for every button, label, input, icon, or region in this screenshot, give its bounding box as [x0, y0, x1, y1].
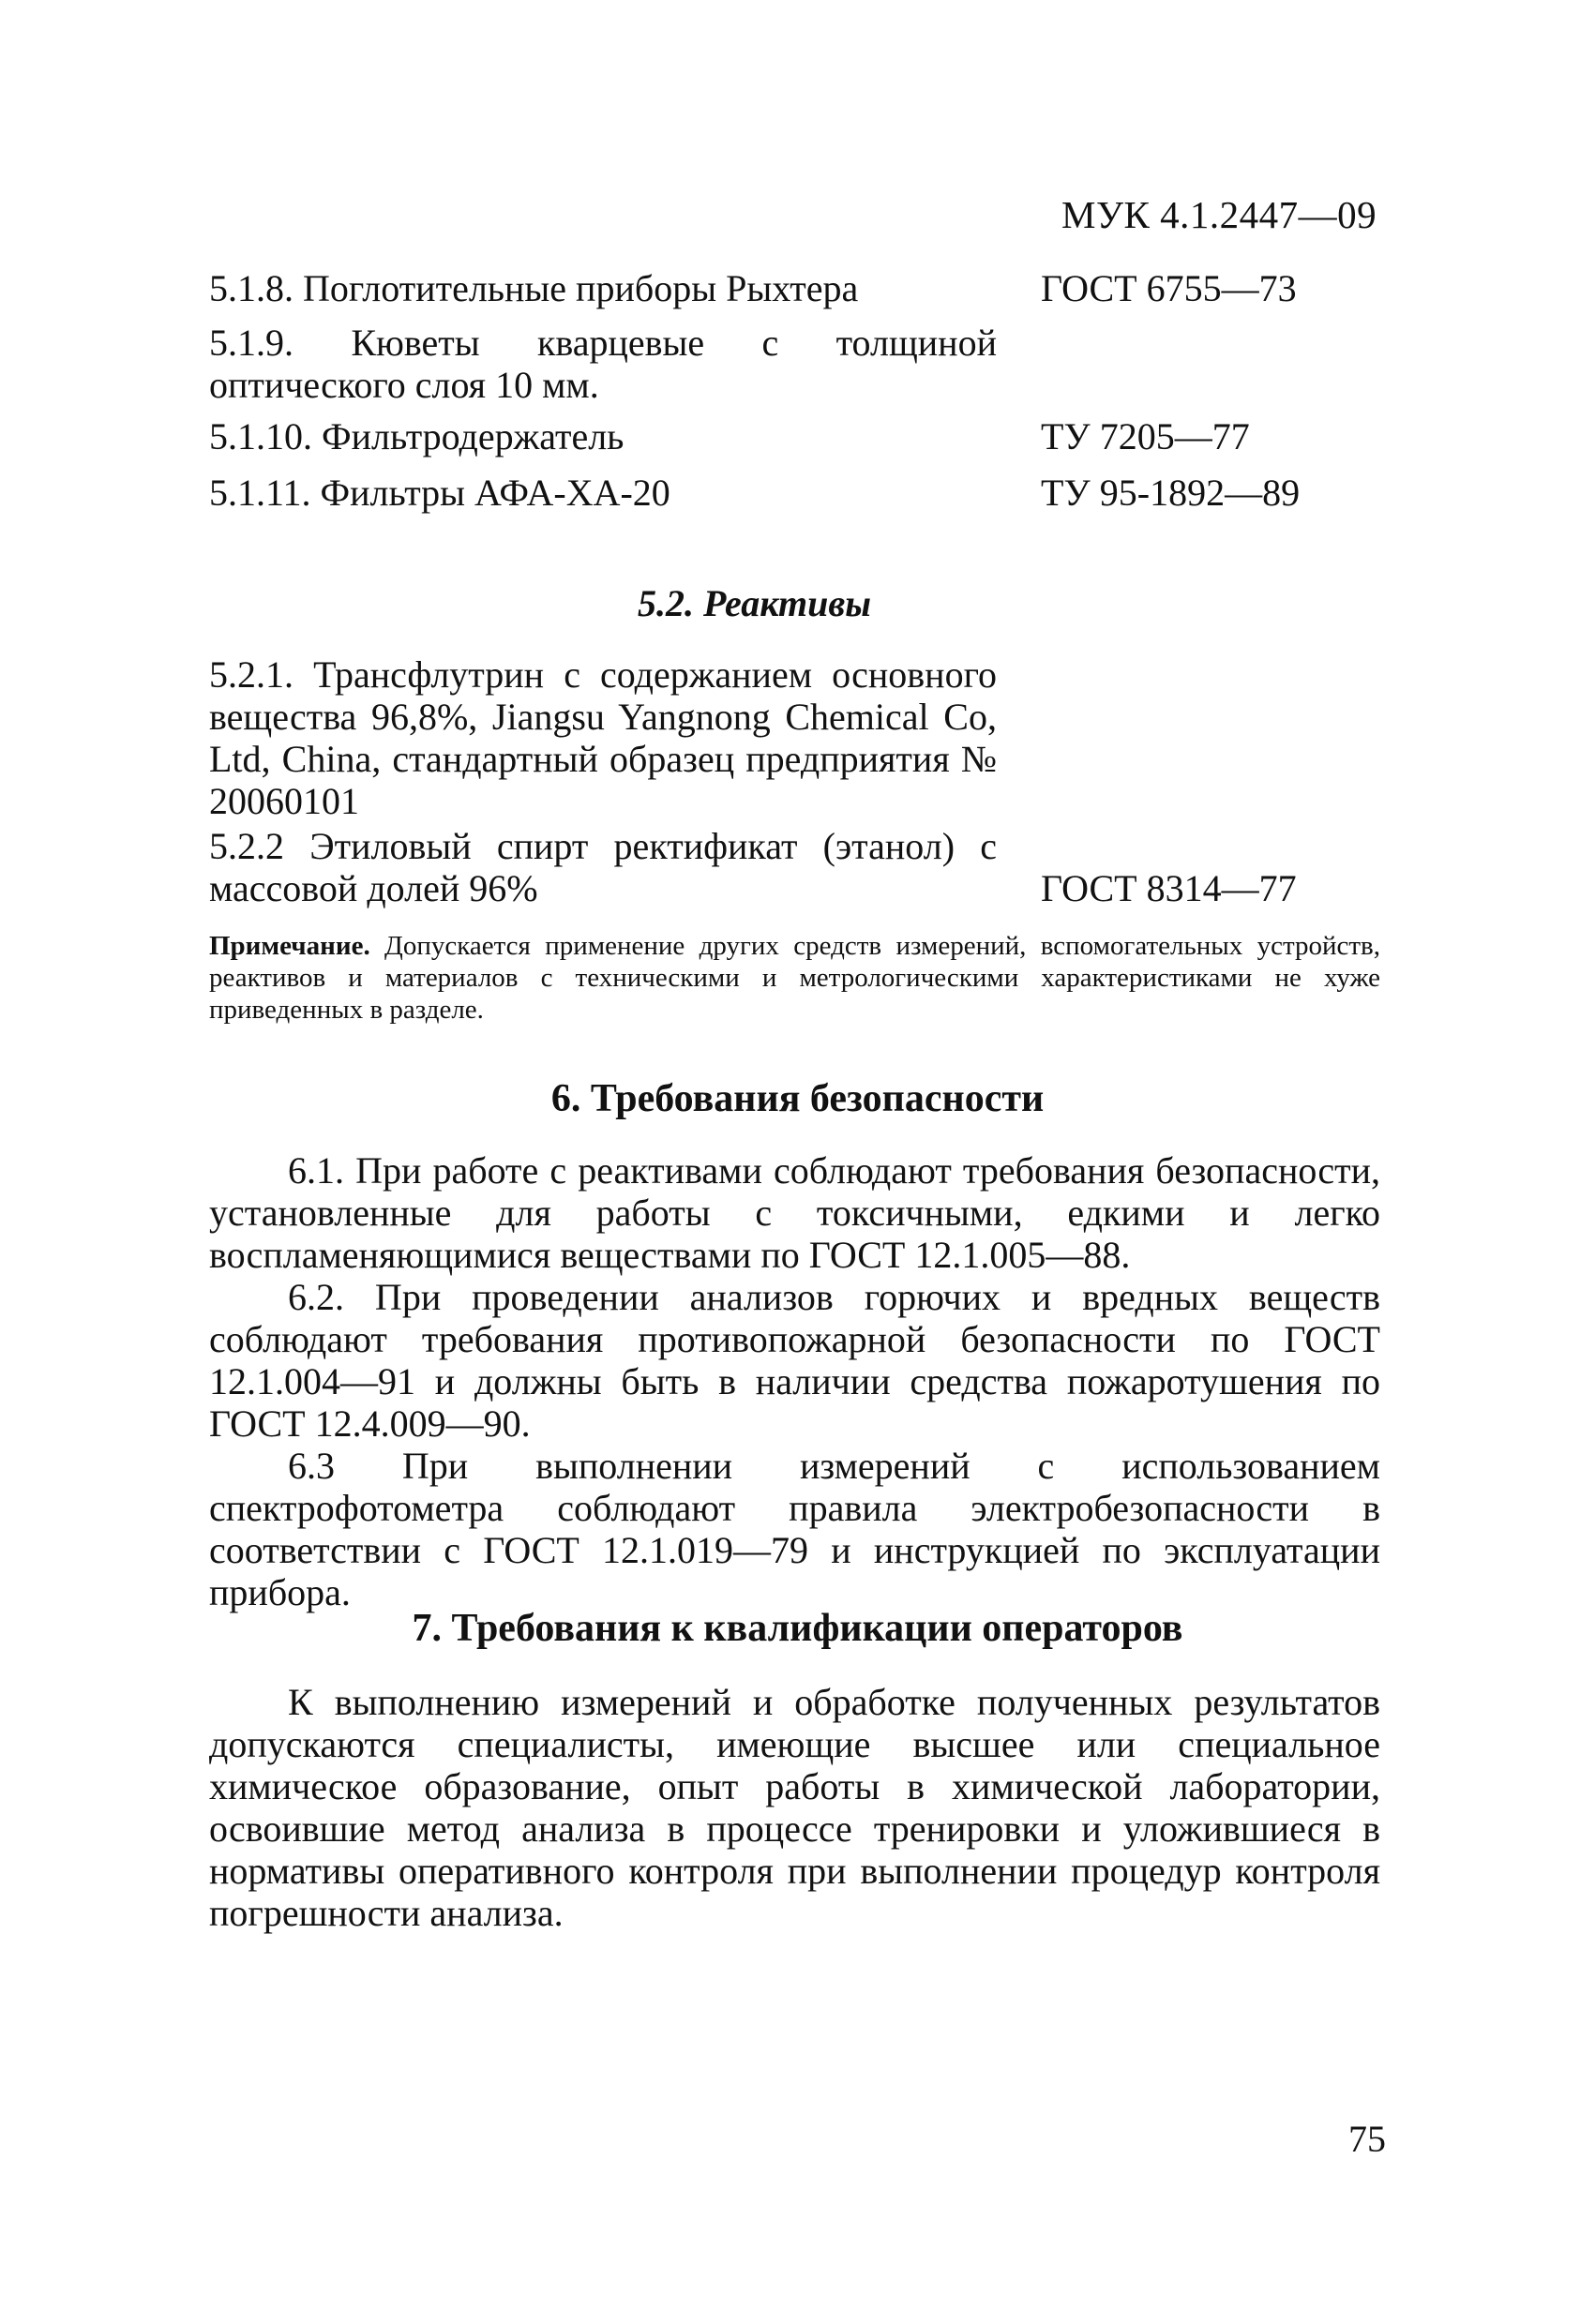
note-lead: Примечание. [209, 931, 370, 961]
reagent-label: 5.2.1. Трансфлутрин с содержанием основного вещества 96,8%, Jiangsu Yangnong Chemical Co, Ltd, China, стандартный образец предприятия № 20060101 [209, 653, 997, 822]
equipment-standard: ТУ 7205—77 [1041, 415, 1250, 457]
equipment-row [209, 267, 1391, 309]
paragraph: 6.2. При проведении анализов горючих и вредных веществ соблюдают требования противопожарной безопасности по ГОСТ 12.1.004—91 и должны быть в наличии средства пожаротушения по ГОСТ 12.4.009—90. [209, 1276, 1380, 1445]
equipment-label: 5.1.10. Фильтродержатель [209, 415, 624, 457]
reagent-standard: ГОСТ 8314—77 [1041, 867, 1297, 909]
equipment-label: 5.1.9. Кюветы кварцевые с толщиной оптического слоя 10 мм. [209, 322, 997, 406]
equipment-row [209, 415, 1391, 457]
section-title: 6. Требования безопасности [550, 1077, 1045, 1120]
section-body [209, 1681, 1380, 1934]
equipment-standard: ГОСТ 6755—73 [1041, 267, 1297, 309]
reagent-label: 5.2.2 Этиловый спирт ректификат (этанол) с массовой долей 96% [209, 825, 997, 909]
section-title: 7. Требования к квалификации операторов [412, 1607, 1183, 1650]
paragraph: 6.1. При работе с реактивами соблюдают требования безопасности, установленные для работы с токсичными, едкими и легко воспламеняющимися веществами по ГОСТ 12.1.005—88. [209, 1149, 1380, 1276]
note [209, 930, 1380, 1026]
equipment-standard: ТУ 95-1892—89 [1041, 472, 1301, 514]
reagent-row [209, 825, 1391, 909]
section-body [209, 1149, 1380, 1613]
equipment-row [209, 472, 1391, 514]
equipment-label: 5.1.11. Фильтры АФА-ХА-20 [209, 472, 670, 514]
equipment-label: 5.1.8. Поглотительные приборы Рыхтера [209, 267, 859, 309]
equipment-row [209, 322, 1391, 406]
page-number: 75 [1348, 2118, 1386, 2160]
subsection-heading: 5.2. Реактивы [638, 582, 871, 624]
paragraph: 6.3 При выполнении измерений с использованием спектрофотометра соблюдают правила электробезопасности в соответствии с ГОСТ 12.1.019—79 и инструкцией по эксплуатации прибора. [209, 1445, 1380, 1613]
paragraph: К выполнению измерений и обработке полученных результатов допускаются специалисты, имеющие высшее или специальное химическое образование, опыт работы в химической лаборатории, освоившие метод анализа в процессе тренировки и уложившиеся в нормативы оперативного контроля при выполнении процедур контроля погрешности анализа. [209, 1681, 1380, 1934]
document-code: МУК 4.1.2447—09 [1061, 193, 1377, 236]
note-text: Допускается применение других средств измерений, вспомогательных устройств, реактивов и материалов с техническими и метрологическими характеристиками не хуже приведенных в разделе. [209, 931, 1380, 1025]
